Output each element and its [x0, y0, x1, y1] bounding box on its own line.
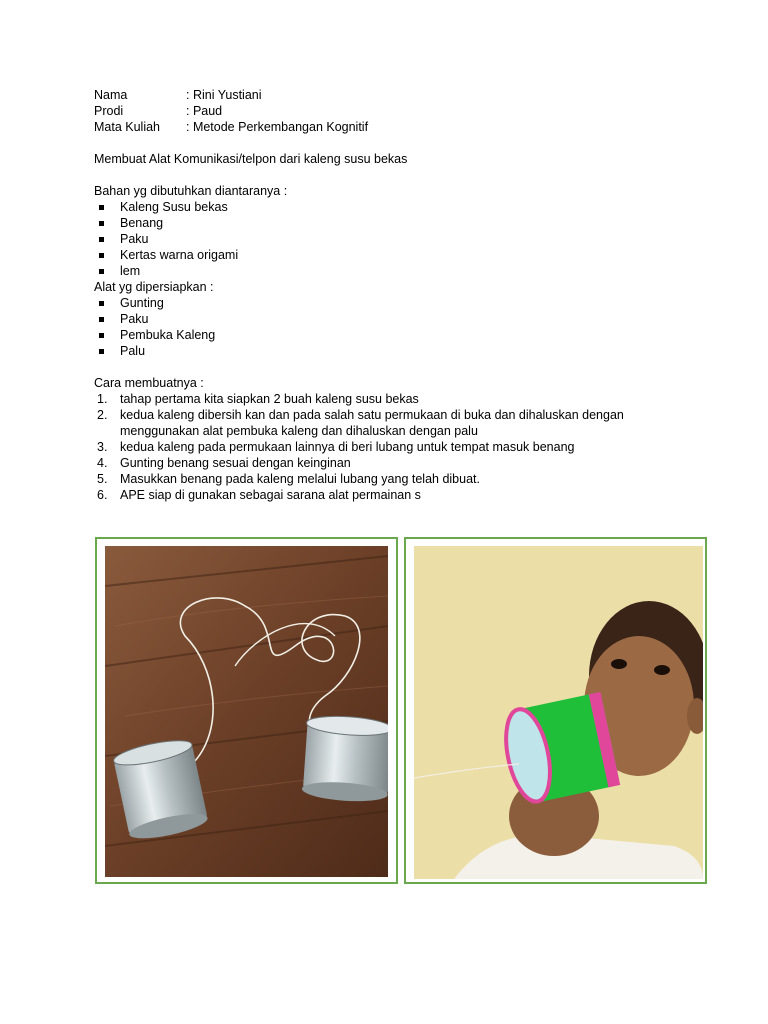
meta-row-mata-kuliah: [94, 119, 694, 135]
meta-row-prodi: [94, 103, 694, 119]
step-item: [94, 487, 694, 503]
list-item: Palu: [94, 343, 694, 359]
step-number: 2.: [97, 408, 108, 422]
meta-key: Nama: [94, 88, 128, 102]
photo-child-with-can: [404, 537, 707, 884]
photo-can-telephone: [95, 537, 398, 884]
cara-heading: Cara membuatnya :: [94, 376, 204, 390]
cara-steps: [94, 391, 694, 503]
bahan-heading: Bahan yg dibutuhkan diantaranya :: [94, 184, 288, 198]
meta-row-nama: [94, 87, 694, 103]
step-text: tahap pertama kita siapkan 2 buah kaleng susu bekas: [120, 392, 419, 406]
step-item: [94, 471, 694, 487]
step-text: kedua kaleng dibersih kan dan pada salah satu permukaan di buka dan dihaluskan dengan menggunakan alat pembuka kaleng dan dihaluskan dengan palu: [120, 408, 624, 438]
step-text: Gunting benang sesuai dengan keinginan: [120, 456, 351, 470]
meta-value: : Metode Perkembangan Kognitif: [186, 120, 369, 134]
can-telephone-illustration: [105, 546, 388, 877]
meta-block: [94, 87, 694, 135]
list-item: Paku: [94, 311, 694, 327]
step-item: [94, 407, 694, 439]
step-text: APE siap di gunakan sebagai sarana alat permainan s: [120, 488, 421, 502]
list-item: Paku: [94, 231, 694, 247]
step-item: [94, 455, 694, 471]
step-item: [94, 391, 694, 407]
alat-heading: Alat yg dipersiapkan :: [94, 280, 214, 294]
step-number: 5.: [97, 472, 108, 486]
step-item: [94, 439, 694, 455]
document-title: Membuat Alat Komunikasi/telpon dari kaleng susu bekas: [94, 152, 408, 166]
bahan-list: [94, 199, 694, 279]
alat-list: [94, 295, 694, 359]
list-item: Pembuka Kaleng: [94, 327, 694, 343]
step-number: 4.: [97, 456, 108, 470]
list-item: lem: [94, 263, 694, 279]
step-text: kedua kaleng pada permukaan lainnya di beri lubang untuk tempat masuk benang: [120, 440, 575, 454]
child-illustration: [414, 546, 703, 879]
meta-value: : Paud: [186, 104, 223, 118]
list-item: Kaleng Susu bekas: [94, 199, 694, 215]
document-body: [94, 87, 694, 503]
list-item: Gunting: [94, 295, 694, 311]
meta-value: : Rini Yustiani: [186, 88, 262, 102]
meta-key: Mata Kuliah: [94, 120, 161, 134]
list-item: Benang: [94, 215, 694, 231]
meta-key: Prodi: [94, 104, 124, 118]
step-number: 3.: [97, 440, 108, 454]
list-item: Kertas warna origami: [94, 247, 694, 263]
step-number: 1.: [97, 392, 108, 406]
step-text: Masukkan benang pada kaleng melalui lubang yang telah dibuat.: [120, 472, 480, 486]
step-number: 6.: [97, 488, 108, 502]
